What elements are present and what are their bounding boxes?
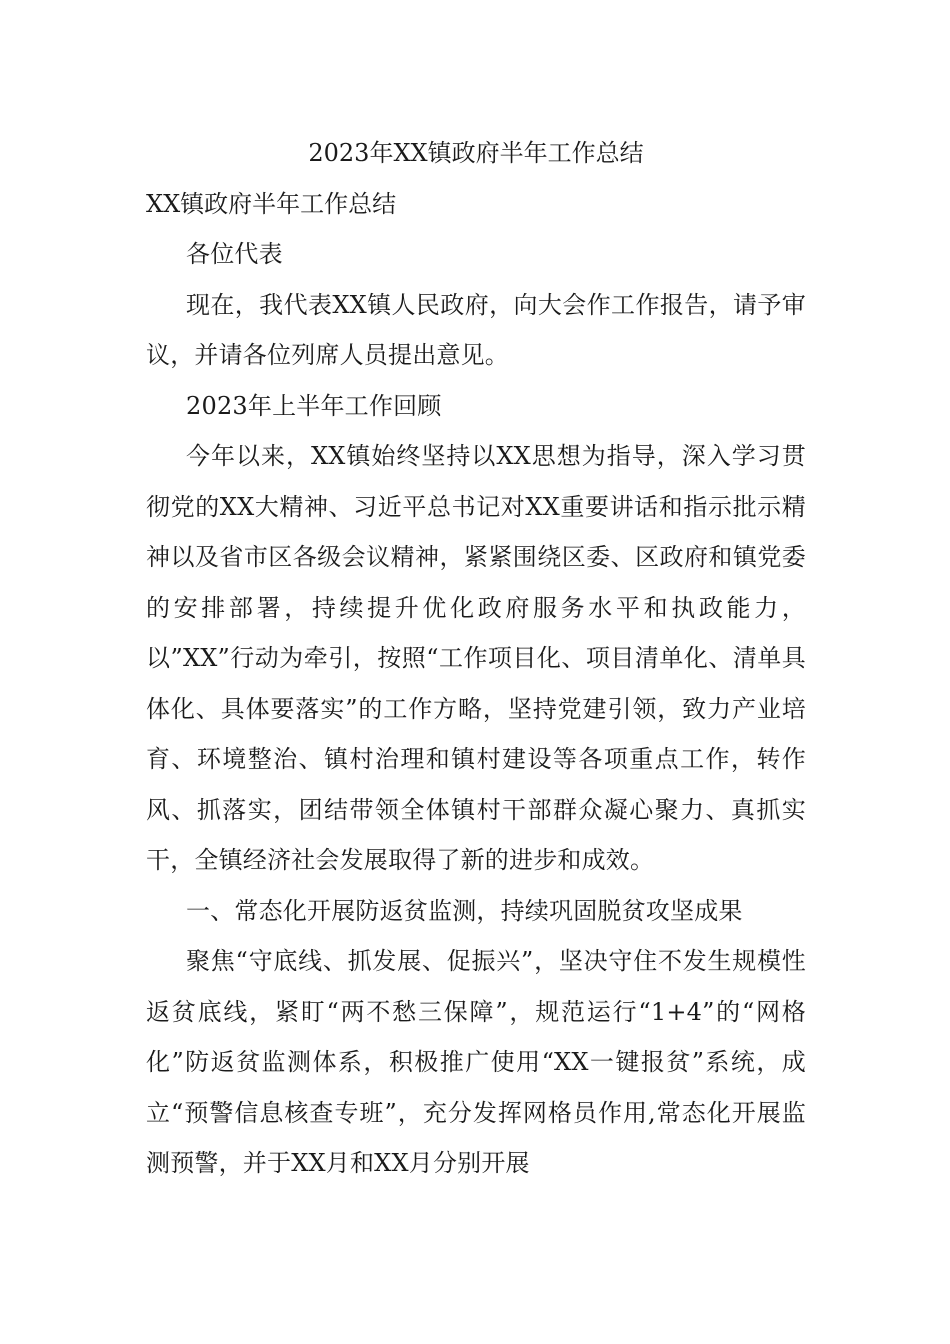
document-subtitle: XX镇政府半年工作总结 [146, 189, 397, 218]
section-heading-poverty: 一、常态化开展防返贫监测，持续巩固脱贫攻坚成果 [186, 896, 743, 925]
paragraph-poverty: 聚焦“守底线、抓发展、促振兴”，坚决守住不发生规模性返贫底线，紧盯“两不愁三保障”，规范运行“1+4”的“网格化”防返贫监测体系，积极推广使用“XX一键报贫”系统，成立“预警信息核查专班”，充分发挥网格员作用,常态化开展监测预警，并于XX月和XX月分别开展 [146, 947, 806, 1177]
section-heading-review: 2023年上半年工作回顾 [186, 391, 442, 420]
paragraph-overview: 今年以来，XX镇始终坚持以XX思想为指导，深入学习贯彻党的XX大精神、习近平总书记对XX重要讲话和指示批示精神以及省市区各级会议精神，紧紧围绕区委、区政府和镇党委的安排部署，持续提升优化政府服务水平和执政能力，以”XX”行动为牵引，按照“工作项目化、项目清单化、清单具体化、具体要落实”的工作方略，坚持党建引领，致力产业培育、环境整治、镇村治理和镇村建设等各项重点工作，转作风、抓落实，团结带领全体镇村干部群众凝心聚力、真抓实干，全镇经济社会发展取得了新的进步和成效。 [146, 442, 806, 874]
paragraph-opening: 现在，我代表XX镇人民政府，向大会作工作报告，请予审议，并请各位列席人员提出意见。 [146, 290, 806, 369]
document-title: 2023年XX镇政府半年工作总结 [308, 139, 644, 167]
document-body [146, 128, 806, 1189]
salutation: 各位代表 [186, 240, 283, 268]
